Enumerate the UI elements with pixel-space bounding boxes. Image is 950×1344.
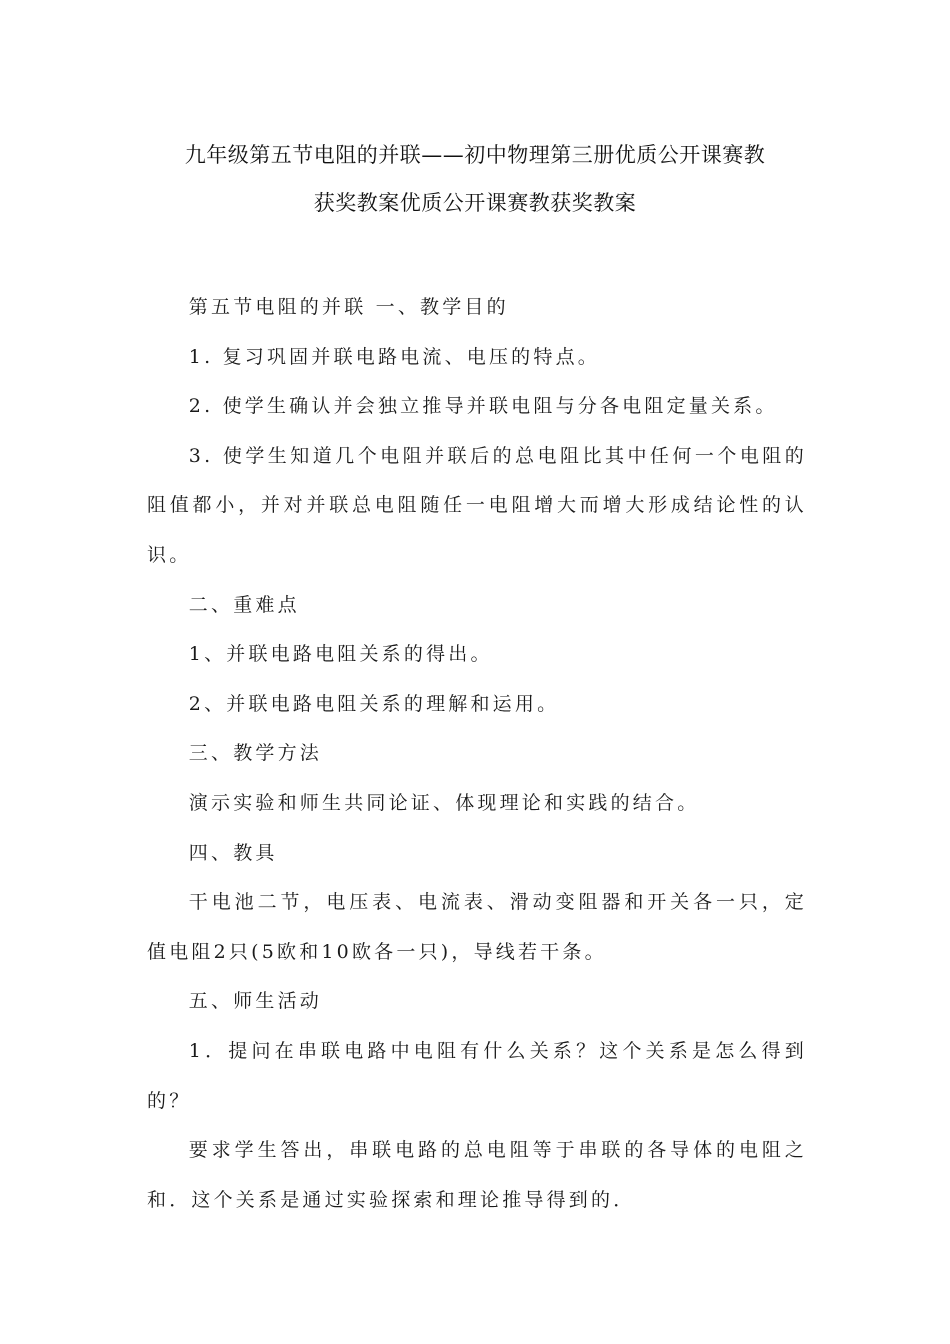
paragraph-section-heading: 四、教具	[188, 841, 278, 864]
paragraph: 演示实验和师生共同论证、体现理论和实践的结合。	[188, 791, 700, 814]
paragraph: 2. 使学生确认并会独立推导并联电阻与分各电阻定量关系。	[188, 395, 778, 418]
paragraph-section-heading: 二、重难点	[188, 593, 300, 616]
paragraph: 2、并联电路电阻关系的理解和运用。	[188, 692, 560, 715]
paragraph: 1、并联电路电阻关系的得出。	[188, 643, 493, 666]
document-title-line-1: 九年级第五节电阻的并联——初中物理第三册优质公开课赛教	[184, 143, 766, 167]
paragraph-section-heading: 五、师生活动	[188, 990, 322, 1013]
document-body	[147, 283, 807, 1225]
paragraph-section-heading: 三、教学方法	[188, 742, 322, 765]
document-title-line-2: 获奖教案优质公开课赛教获奖教案	[313, 191, 637, 215]
paragraph: 1．提问在串联电路中电阻有什么关系？这个关系是怎么得到的？	[147, 1039, 807, 1112]
paragraph: 干电池二节，电压表、电流表、滑动变阻器和开关各一只，定值电阻2只(5欧和10欧各一只)，导线若干条。	[147, 891, 807, 963]
paragraph: 要求学生答出，串联电路的总电阻等于串联的各导体的电阻之和．这个关系是通过实验探索和理论推导得到的．	[147, 1139, 807, 1211]
paragraph-section-heading: 第五节电阻的并联 一、教学目的	[188, 296, 509, 318]
paragraph: 1. 复习巩固并联电路电流、电压的特点。	[188, 345, 600, 368]
paragraph: 3. 使学生知道几个电阻并联后的总电阻比其中任何一个电阻的阻值都小，并对并联总电阻随任一电阻增大而增大形成结论性的认识。	[147, 444, 807, 566]
